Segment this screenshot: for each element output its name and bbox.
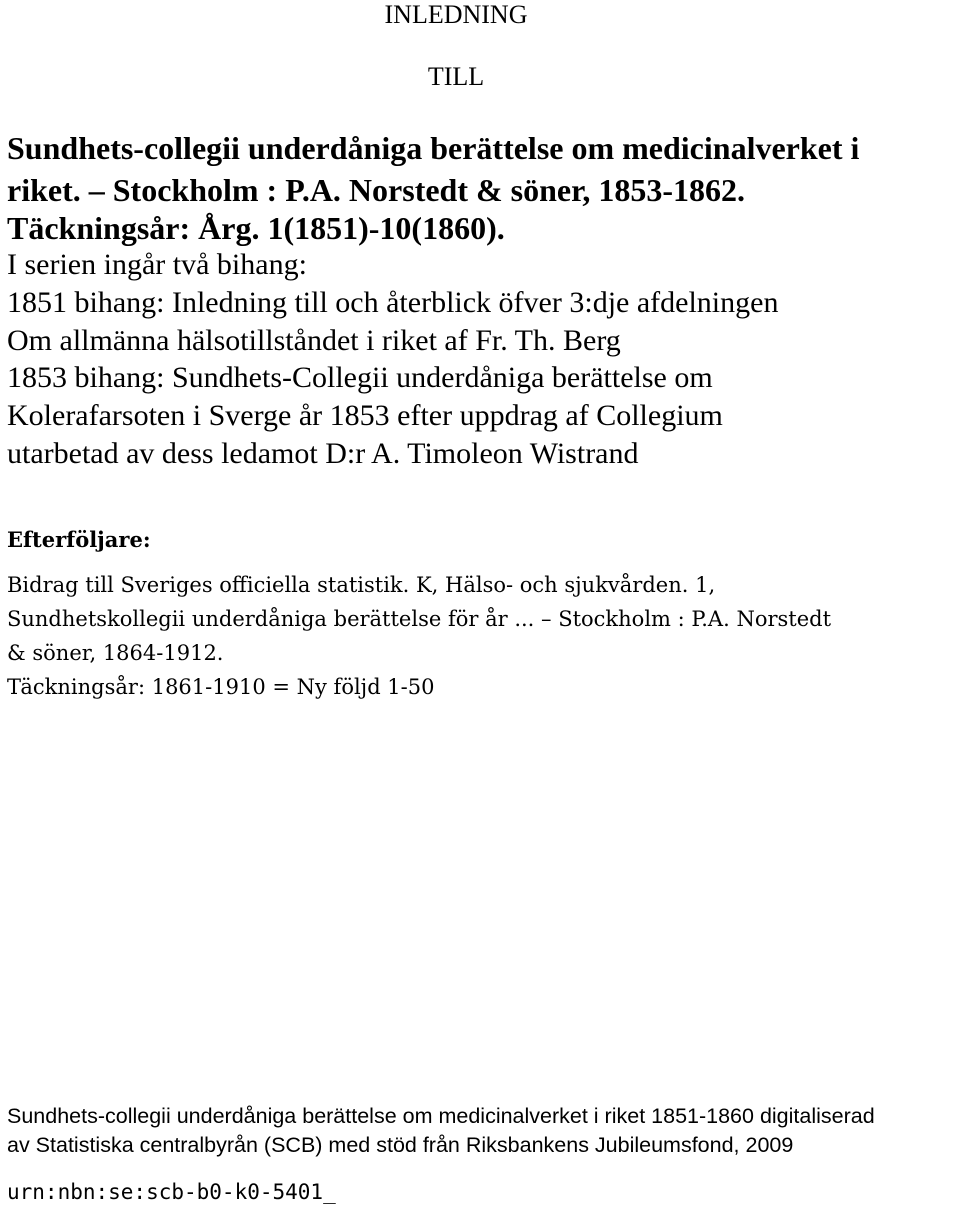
supplement-1851-line-2: Om allmänna hälsotillståndet i riket af Fr. Th. Berg (7, 324, 621, 357)
heading-till: TILL (427, 62, 485, 91)
successor-heading: Efterföljare: (7, 527, 151, 552)
successor-line-3: & söner, 1864-1912. (7, 641, 224, 665)
title-line-2: riket. – Stockholm : P.A. Norstedt & söner, 1853-1862. (7, 172, 746, 208)
supplement-1853-line-2: Kolerafarsoten i Sverge år 1853 efter uppdrag af Collegium (7, 399, 723, 432)
title-line-3: Täckningsår: Årg. 1(1851)-10(1860). (7, 210, 505, 246)
supplement-1851-line-1: 1851 bihang: Inledning till och återblick öfver 3:dje afdelningen (7, 286, 779, 319)
successor-line-2: Sundhetskollegii underdåniga berättelse för år ... – Stockholm : P.A. Norstedt (7, 607, 832, 631)
supplement-1853-line-3: utarbetad av dess ledamot D:r A. Timoleon Wistrand (7, 437, 639, 470)
successor-line-1: Bidrag till Sveriges officiella statistik. K, Hälso- och sjukvården. 1, (7, 573, 716, 597)
supplements-intro: I serien ingår två bihang: (7, 248, 307, 281)
title-line-1: Sundhets-collegii underdåniga berättelse om medicinalverket i (7, 130, 860, 166)
supplement-1853-line-1: 1853 bihang: Sundhets-Collegii underdåniga berättelse om (7, 361, 713, 394)
footer-line-1: Sundhets-collegii underdåniga berättelse om medicinalverket i riket 1851-1860 digitaliserad (7, 1104, 875, 1128)
heading-inledning: INLEDNING (384, 0, 528, 29)
urn-identifier: urn:nbn:se:scb-b0-k0-5401_ (7, 1180, 336, 1204)
successor-line-4: Täckningsår: 1861-1910 = Ny följd 1-50 (7, 675, 435, 699)
footer-line-2: av Statistiska centralbyrån (SCB) med stöd från Riksbankens Jubileumsfond, 2009 (7, 1133, 794, 1157)
